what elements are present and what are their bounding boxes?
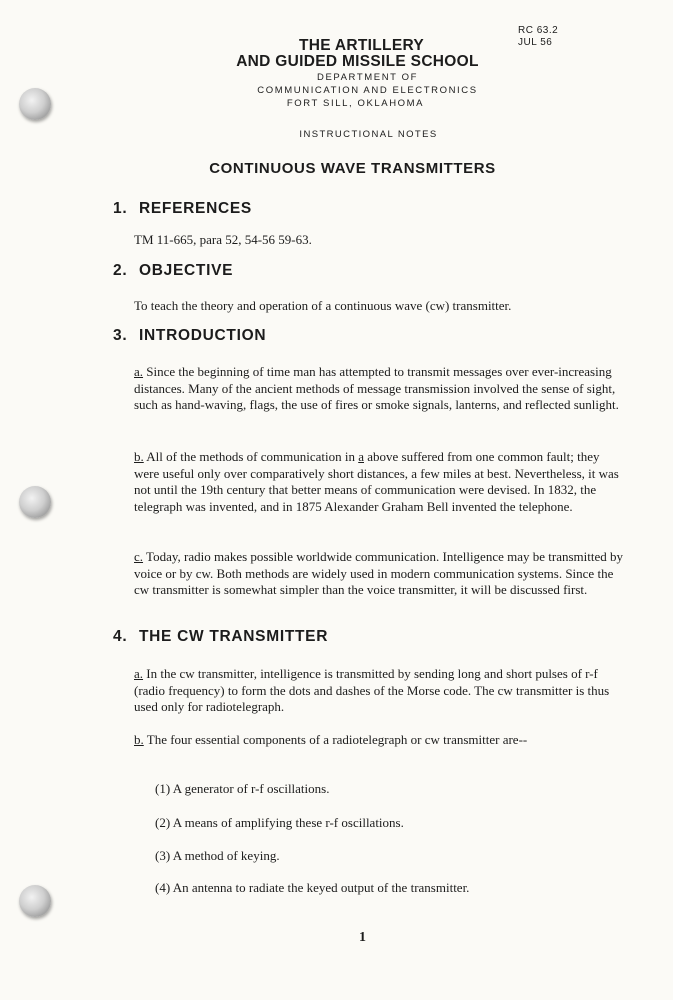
component-item: (2) A means of amplifying these r-f oscillations. <box>155 815 404 830</box>
paragraph-letter: b. <box>134 449 144 464</box>
objective-line: To teach the theory and operation of a continuous wave (cw) transmitter. <box>134 298 512 313</box>
section-number: 2. <box>113 262 128 279</box>
paragraph-letter: b. <box>134 732 144 747</box>
paragraph-text: In the cw transmitter, intelligence is transmitted by sending long and short pulses of r-f (radio frequency) to form the dots and dashes of the Morse code. The cw transmitter is thus used only for radiotelegraph. <box>134 666 610 714</box>
paragraph-letter: a. <box>134 666 144 681</box>
references-line: TM 11-665, para 52, 54-56 59-63. <box>134 232 312 247</box>
section-number: 3. <box>113 327 128 344</box>
paragraph-letter: a. <box>134 364 144 379</box>
section-heading-introduction <box>113 327 266 345</box>
section-title: OBJECTIVE <box>139 262 234 279</box>
section-title: REFERENCES <box>139 200 252 217</box>
intro-paragraph-b <box>113 449 623 515</box>
paragraph-reference: a <box>358 449 364 464</box>
references-text <box>134 232 644 249</box>
section-title: THE CW TRANSMITTER <box>139 628 329 645</box>
paragraph-text: The four essential components of a radiotelegraph or cw transmitter are-- <box>143 732 528 747</box>
objective-text <box>134 298 644 315</box>
department-line1: DEPARTMENT OF <box>316 72 419 83</box>
school-name-line2: AND GUIDED MISSILE SCHOOL <box>236 53 479 70</box>
punch-hole <box>19 486 51 518</box>
page-number: 1 <box>359 930 366 945</box>
intro-paragraph-a <box>113 364 623 414</box>
location-line: FORT SILL, OKLAHOMA <box>286 98 425 109</box>
component-item: (1) A generator of r-f oscillations. <box>155 781 330 796</box>
department-header <box>0 71 673 110</box>
paragraph-text-part2: above suffered from one common fault; they were useful only over comparatively short distances, a few miles at best. Nevertheless, it was not until the 19th century that better means of communication were devised. In 1832, the telegraph was invented, and in 1875 Alexander Graham Bell invented the telephone. <box>134 449 619 514</box>
section-number: 4. <box>113 628 128 645</box>
paragraph-text-part1: All of the methods of communication in <box>143 449 359 464</box>
section-title: INTRODUCTION <box>139 327 267 344</box>
component-item: (3) A method of keying. <box>155 848 280 863</box>
doc-code-date: JUL 56 <box>518 37 553 48</box>
component-item: (4) An antenna to radiate the keyed output of the transmitter. <box>155 880 470 895</box>
punch-hole <box>19 885 51 917</box>
section-heading-cw-transmitter <box>113 628 328 646</box>
notes-label: INSTRUCTIONAL NOTES <box>299 129 438 140</box>
paragraph-text: Today, radio makes possible worldwide communication. Intelligence may be transmitted by voice or by cw. Both methods are widely used in modern communication systems. Since the cw transmitter is somewhat simpler than the voice transmitter, it will be discussed first. <box>134 549 624 597</box>
paragraph-text: Since the beginning of time man has attempted to transmit messages over ever-increasing distances. Many of the ancient methods of message transmission involved the sense of sight, such as hand-waving, flags, the use of fires or smoke signals, lanterns, and reflected sunlight. <box>134 364 619 412</box>
cw-paragraph-b <box>113 732 623 749</box>
doc-code-number: RC 63.2 <box>518 25 559 36</box>
school-header <box>0 38 673 70</box>
intro-paragraph-c <box>113 549 623 599</box>
department-line2: COMMUNICATION AND ELECTRONICS <box>257 85 478 96</box>
document-title: CONTINUOUS WAVE TRANSMITTERS <box>209 160 496 177</box>
paragraph-letter: c. <box>134 549 144 564</box>
section-number: 1. <box>113 200 128 217</box>
section-heading-objective <box>113 262 233 280</box>
school-name-line1: THE ARTILLERY <box>298 37 425 54</box>
section-heading-references <box>113 200 252 218</box>
cw-paragraph-a <box>113 666 623 716</box>
